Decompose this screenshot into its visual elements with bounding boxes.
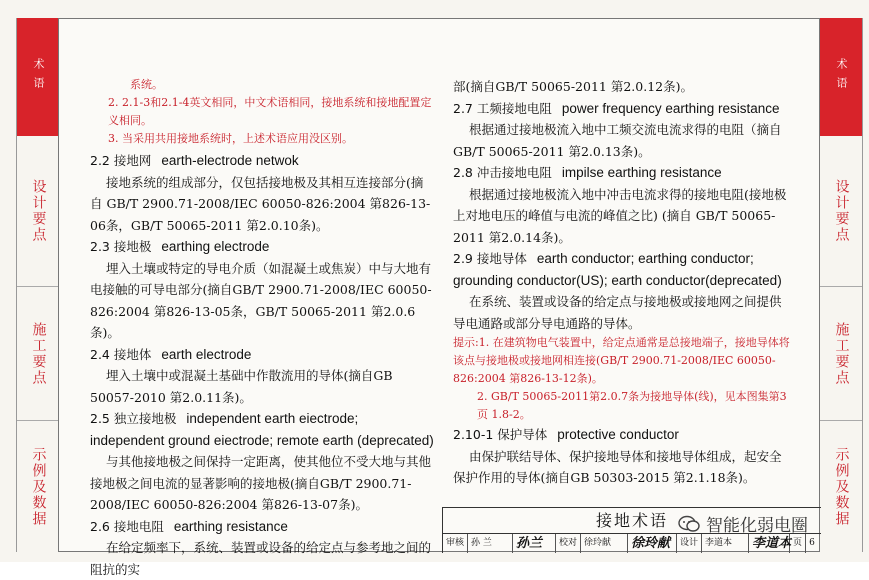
drawing-title: 接地术语 (443, 508, 821, 534)
side-tab-label: 设计要点 (833, 179, 850, 243)
section-english-title: earth-electrode netwok (161, 153, 299, 168)
section-body: 在系统、装置或设备的给定点与接地极或接地网之间提供导电通路或部分导电通路的导体。 (453, 294, 782, 331)
side-tab-label: 施工要点 (833, 321, 850, 386)
section-english-title: protective conductor (557, 427, 679, 442)
note-3: 3. 当采用共用接地系统时，上述术语应用没区别。 (108, 132, 353, 145)
section-body: 在给定频率下，系统、装置或设备的给定点与参考地之间的阻抗的实 (90, 540, 432, 577)
section-heading (90, 150, 435, 172)
section-english-title: earthing resistance (173, 518, 288, 534)
tip-1: 提示:1. 在建筑物电气装置中，给定点通常是总接地端子，接地导体将该点与接地极或接地网相连接(GB/T 2900.71-2008/IEC 60050-826:2004 第826-13-12条)。 (453, 336, 790, 385)
side-tab-examples-left[interactable] (17, 420, 59, 552)
page-label: 页 (790, 534, 806, 553)
section-body: 埋入土壤中或混凝土基础中作散流用的导体(摘自GB 50057-2010 第2.0.11条)。 (90, 368, 393, 405)
side-tab-construction-left[interactable] (17, 286, 59, 420)
right-side-tabs (820, 18, 863, 552)
side-tab-terms-right[interactable] (820, 18, 862, 136)
section-number: 2.9 接地导体 (453, 251, 527, 266)
section-number: 2.2 接地网 (90, 153, 152, 168)
section-body: 与其他接地极之间保持一定距离，使其他位不受大地与其他接地极之间电流的显著影响的接地极(摘自GB/T 2900.71-2008/IEC 60050-826:2004 第826-13-07条)。 (90, 454, 432, 512)
page-number: 6 (809, 538, 815, 548)
section-heading (453, 424, 793, 446)
check-signature: 徐玲献 (628, 534, 677, 553)
section-number: 2.7 工频接地电阻 (453, 100, 552, 116)
section-body: 由保护联结导体、保护接地导体和接地导体组成，起安全保护作用的导体(摘自GB 50303-2015 第2.1.18条)。 (453, 448, 782, 485)
section-heading (453, 162, 793, 184)
signature-row (443, 534, 821, 553)
section-number: 2.6 接地电阻 (90, 518, 164, 534)
side-tab-examples-right[interactable] (820, 420, 862, 552)
left-column (90, 76, 435, 580)
section-body: 根据通过接地极流入地中冲击电流求得的接地电阻(接地极上对地电压的峰值与电流的峰值之比) (摘自 GB/T 50065-2011 第2.0.14条)。 (453, 186, 787, 245)
note-continuation: 系统。 (130, 78, 163, 91)
side-tab-label: 示例及数据 (30, 446, 47, 527)
design-name: 李道本 (702, 534, 749, 553)
audit-label: 审核 (443, 534, 468, 553)
side-tab-label: 施工要点 (30, 321, 47, 386)
section-body: 接地系统的组成部分，仅包括接地极及其相互连接部分(摘自 GB/T 2900.71-2008/IEC 60050-826:2004 第826-13-06条，GB/T 50065-2011 第2.0.10条)。 (90, 174, 431, 233)
left-side-tabs (16, 18, 59, 552)
section-english-title: independent earth eiectrode; independent ground eiectrode; remote earth (deprecated) (90, 411, 434, 448)
section-heading (90, 408, 435, 451)
check-label: 校对 (556, 534, 581, 553)
section-number: 2.3 接地极 (90, 239, 152, 254)
section-english-title: earth electrode (161, 346, 252, 362)
section-english-title: earth conductor; earthing conductor; grounding conductor(US); earth conductor(deprecated) (453, 251, 782, 288)
section-heading (90, 344, 435, 366)
side-tab-construction-right[interactable] (820, 286, 862, 420)
section-heading (453, 98, 793, 120)
section-body-continuation: 部(摘自GB/T 50065-2011 第2.0.12条)。 (453, 79, 693, 94)
section-english-title: earthing electrode (161, 239, 270, 254)
side-tab-terms-left[interactable] (17, 18, 59, 136)
section-english-title: power frequency earthing resistance (561, 100, 780, 116)
right-column (453, 76, 793, 489)
wechat-icon (678, 515, 700, 533)
design-signature: 李道本 (749, 534, 790, 553)
side-tab-label: 术语 (835, 58, 848, 96)
watermark-text: 智能化弱电圈 (706, 516, 808, 536)
section-number: 2.8 冲击接地电阻 (453, 165, 552, 180)
note-2: 2. 2.1-3和2.1-4英文相同，中文术语相同，接地系统和接地配置定义相同。 (108, 96, 432, 127)
side-tab-design-left[interactable] (17, 136, 59, 286)
section-number: 2.10-1 保护导体 (453, 427, 548, 442)
side-tab-design-right[interactable] (820, 136, 862, 286)
section-body: 根据通过接地极流入地中工频交流电流求得的电阻（摘自GB/T 50065-2011 第2.0.13条)。 (453, 122, 782, 159)
side-tab-label: 术语 (32, 58, 45, 96)
section-heading (453, 248, 793, 291)
section-number: 2.5 独立接地极 (90, 411, 177, 426)
section-number: 2.4 接地体 (90, 346, 152, 362)
section-body: 埋入土壤或特定的导电介质（如混凝土或焦炭）中与大地有电接触的可导电部分(摘自GB/T 2900.71-2008/IEC 60050-826:2004 第826-13-05条，GB/T 50065-2011 第2.0.6条)。 (90, 260, 432, 340)
section-english-title: impilse earthing resistance (561, 165, 722, 180)
side-tab-label: 示例及数据 (833, 446, 850, 527)
watermark (678, 511, 808, 536)
side-tab-label: 设计要点 (30, 179, 47, 243)
tip-2: 2. GB/T 50065-2011第2.0.7条为接地导体(线)，见本图集第3页 1.8-2。 (477, 390, 787, 421)
section-heading (90, 236, 435, 258)
design-label: 设计 (677, 534, 702, 553)
check-name: 徐玲献 (581, 534, 628, 553)
section-heading (90, 516, 435, 538)
audit-signature: 孙兰 (513, 534, 556, 553)
audit-name: 孙 兰 (468, 534, 513, 553)
